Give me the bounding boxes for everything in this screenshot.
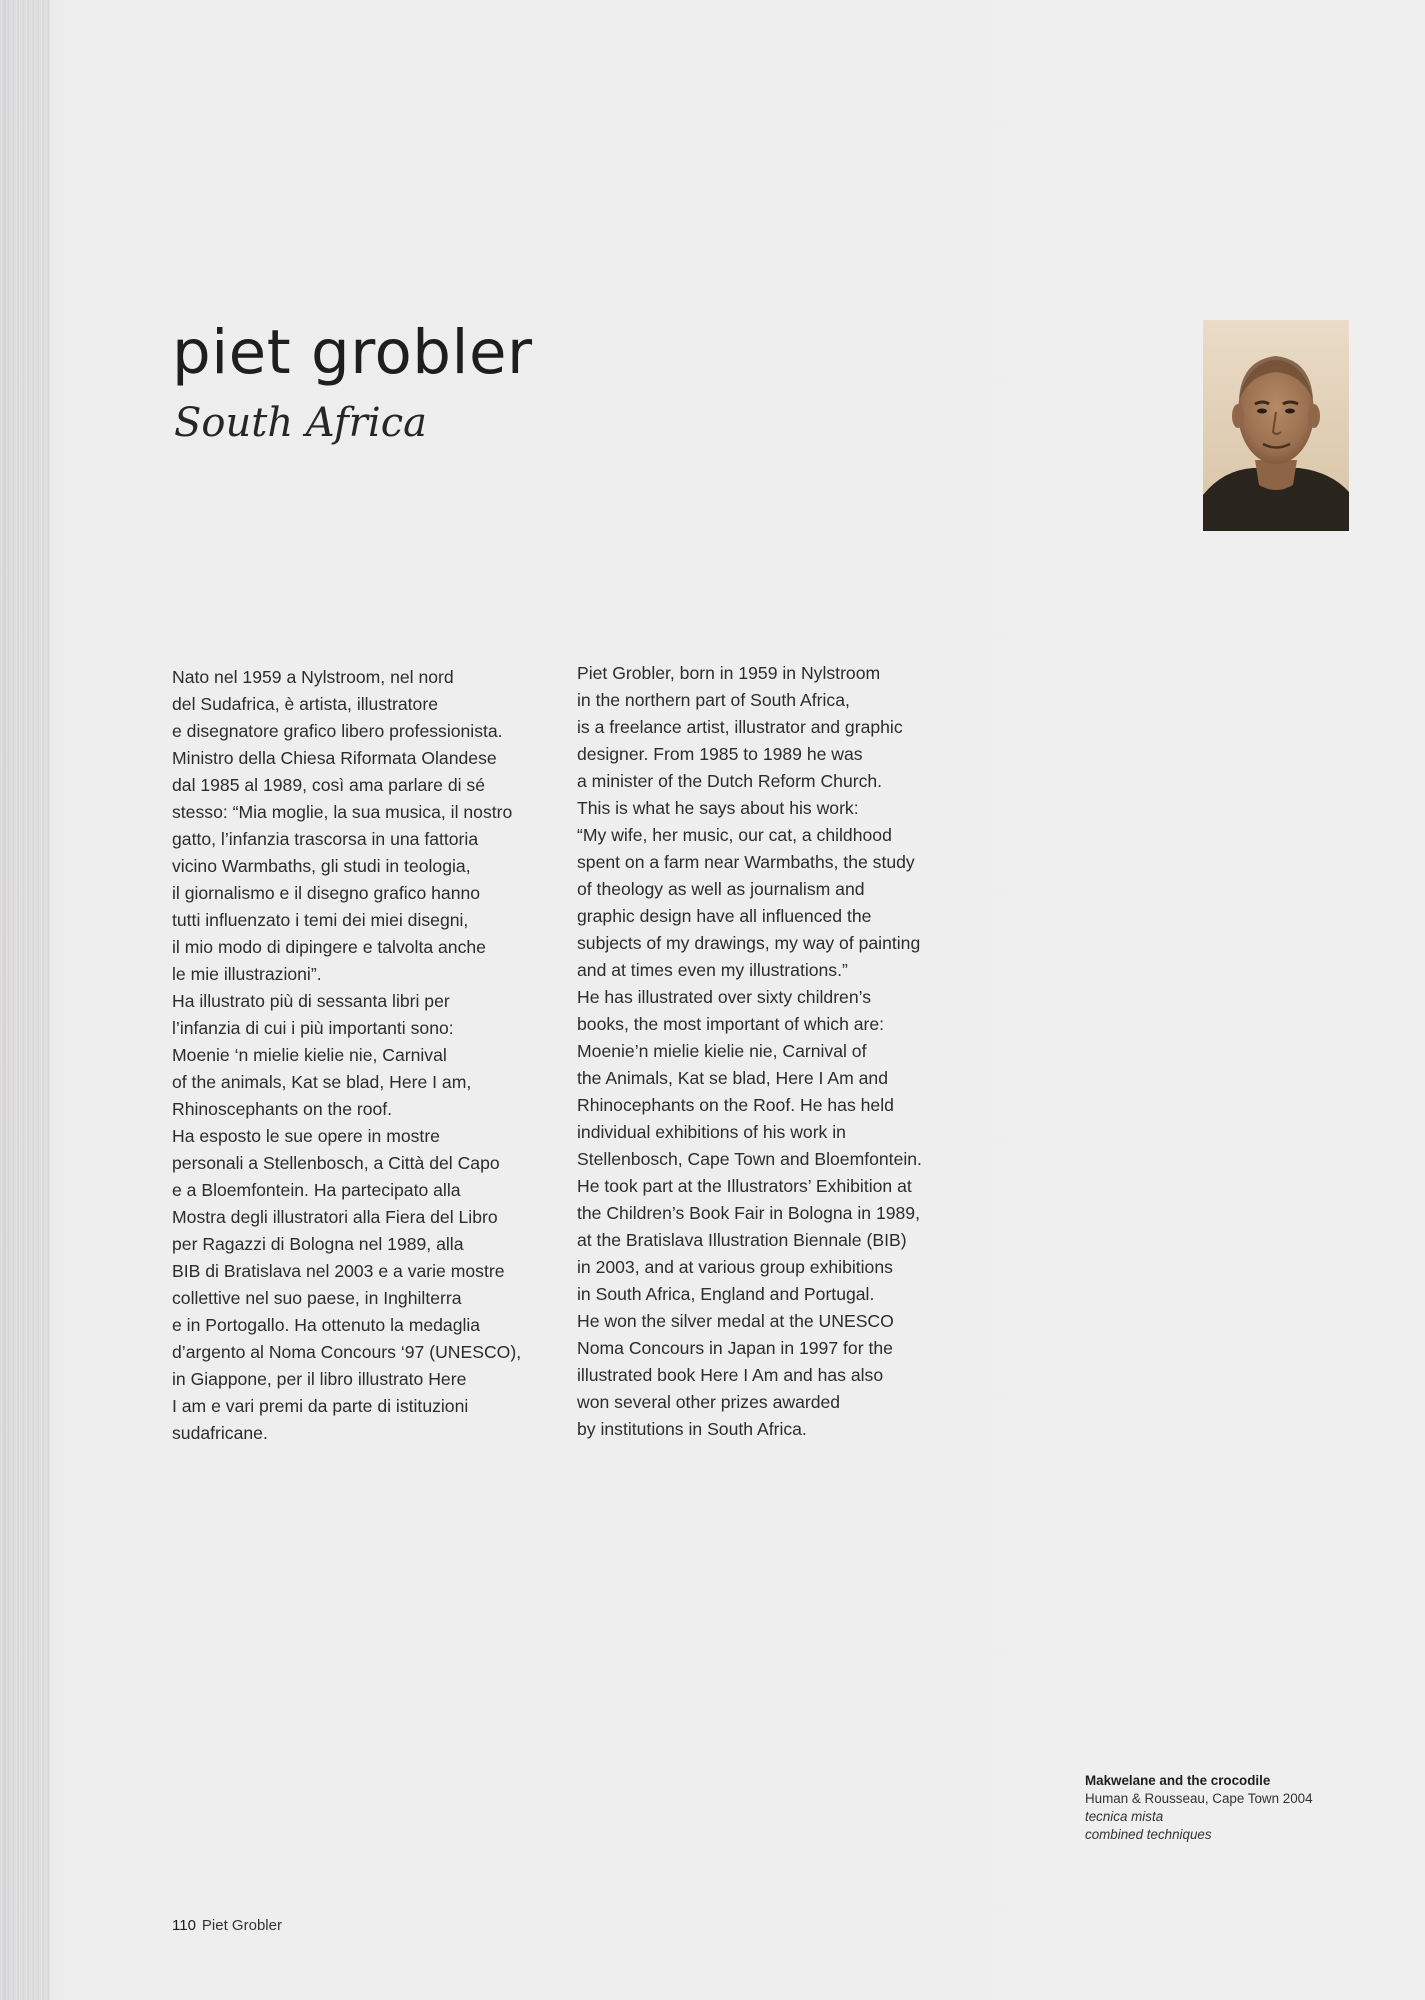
- en-line: graphic design have all influenced the: [577, 906, 872, 926]
- en-line: This is what he says about his work:: [577, 798, 859, 818]
- en-line: and at times even my illustrations.”: [577, 960, 848, 980]
- en-line: individual exhibitions of his work in: [577, 1122, 846, 1142]
- en-line: designer. From 1985 to 1989 he was: [577, 744, 863, 764]
- it-line: tutti influenzato i temi dei miei disegni,: [172, 910, 469, 930]
- caption-title: Makwelane and the crocodile: [1085, 1773, 1271, 1788]
- italian-biography: [172, 664, 552, 1447]
- it-line: in Giappone, per il libro illustrato Here: [172, 1369, 467, 1389]
- caption-technique-it: tecnica mista: [1085, 1809, 1164, 1824]
- it-line: e a Bloemfontein. Ha partecipato alla: [172, 1180, 461, 1200]
- it-line: d’argento al Noma Concours ‘97 (UNESCO),: [172, 1342, 522, 1362]
- en-line: illustrated book Here I Am and has also: [577, 1365, 884, 1385]
- it-line: Ha illustrato più di sessanta libri per: [172, 991, 450, 1011]
- it-line: il giornalismo e il disegno grafico hanno: [172, 883, 481, 903]
- en-line: a minister of the Dutch Reform Church.: [577, 771, 883, 791]
- artwork-caption: [1085, 1772, 1313, 1844]
- en-line: by institutions in South Africa.: [577, 1419, 807, 1439]
- portrait-photo: [1203, 320, 1349, 531]
- it-line: Mostra degli illustratori alla Fiera del Libro: [172, 1207, 498, 1227]
- en-line: in the northern part of South Africa,: [577, 690, 850, 710]
- it-line: personali a Stellenbosch, a Città del Capo: [172, 1153, 500, 1173]
- it-line: Ministro della Chiesa Riformata Olandese: [172, 748, 497, 768]
- it-line: Moenie ‘n mielie kielie nie, Carnival: [172, 1045, 447, 1065]
- it-line: e in Portogallo. Ha ottenuto la medaglia: [172, 1315, 481, 1335]
- it-line: Rhinoscephants on the roof.: [172, 1099, 393, 1119]
- it-line: of the animals, Kat se blad, Here I am,: [172, 1072, 472, 1092]
- en-line: in 2003, and at various group exhibitions: [577, 1257, 893, 1277]
- it-line: stesso: “Mia moglie, la sua musica, il nostro: [172, 802, 513, 822]
- portrait-photo-icon: [1203, 320, 1349, 531]
- it-line: le mie illustrazioni”.: [172, 964, 322, 984]
- artist-name: piet grobler: [172, 317, 533, 388]
- page-footer: [172, 1917, 282, 1934]
- page-stack-edge: [0, 0, 50, 2000]
- it-line: gatto, l’infanzia trascorsa in una fattoria: [172, 829, 479, 849]
- en-line: the Animals, Kat se blad, Here I Am and: [577, 1068, 888, 1088]
- caption-publisher: Human & Rousseau, Cape Town 2004: [1085, 1791, 1313, 1806]
- running-title: Piet Grobler: [201, 1917, 282, 1934]
- en-line: subjects of my drawings, my way of painting: [577, 933, 921, 953]
- it-line: Ha esposto le sue opere in mostre: [172, 1126, 440, 1146]
- it-line: e disegnatore grafico libero professionista.: [172, 721, 503, 741]
- english-biography: [577, 660, 957, 1443]
- en-line: is a freelance artist, illustrator and graphic: [577, 717, 903, 737]
- en-line: at the Bratislava Illustration Biennale (BIB): [577, 1230, 907, 1250]
- artist-country: South Africa: [174, 400, 427, 446]
- en-line: books, the most important of which are:: [577, 1014, 885, 1034]
- it-line: l’infanzia di cui i più importanti sono:: [172, 1018, 454, 1038]
- en-line: won several other prizes awarded: [577, 1392, 841, 1412]
- it-line: del Sudafrica, è artista, illustratore: [172, 694, 438, 714]
- it-line: dal 1985 al 1989, così ama parlare di sé: [172, 775, 485, 795]
- en-line: Moenie’n mielie kielie nie, Carnival of: [577, 1041, 867, 1061]
- en-line: “My wife, her music, our cat, a childhood: [577, 825, 892, 845]
- en-line: He won the silver medal at the UNESCO: [577, 1311, 894, 1331]
- en-line: of theology as well as journalism and: [577, 879, 865, 899]
- it-line: collettive nel suo paese, in Inghilterra: [172, 1288, 462, 1308]
- en-line: Noma Concours in Japan in 1997 for the: [577, 1338, 893, 1358]
- it-line: sudafricane.: [172, 1423, 268, 1443]
- it-line: BIB di Bratislava nel 2003 e a varie mostre: [172, 1261, 505, 1281]
- en-line: Piet Grobler, born in 1959 in Nylstroom: [577, 663, 881, 683]
- it-line: il mio modo di dipingere e talvolta anche: [172, 937, 486, 957]
- en-line: Stellenbosch, Cape Town and Bloemfontein.: [577, 1149, 922, 1169]
- it-line: vicino Warmbaths, gli studi in teologia,: [172, 856, 471, 876]
- page-number: 110: [172, 1917, 196, 1934]
- it-line: I am e vari premi da parte di istituzioni: [172, 1396, 469, 1416]
- en-line: in South Africa, England and Portugal.: [577, 1284, 875, 1304]
- en-line: He has illustrated over sixty children’s: [577, 987, 872, 1007]
- it-line: Nato nel 1959 a Nylstroom, nel nord: [172, 667, 454, 687]
- it-line: per Ragazzi di Bologna nel 1989, alla: [172, 1234, 464, 1254]
- caption-technique-en: combined techniques: [1085, 1827, 1212, 1842]
- en-line: Rhinocephants on the Roof. He has held: [577, 1095, 894, 1115]
- en-line: spent on a farm near Warmbaths, the study: [577, 852, 915, 872]
- en-line: the Children’s Book Fair in Bologna in 1989,: [577, 1203, 920, 1223]
- en-line: He took part at the Illustrators’ Exhibition at: [577, 1176, 912, 1196]
